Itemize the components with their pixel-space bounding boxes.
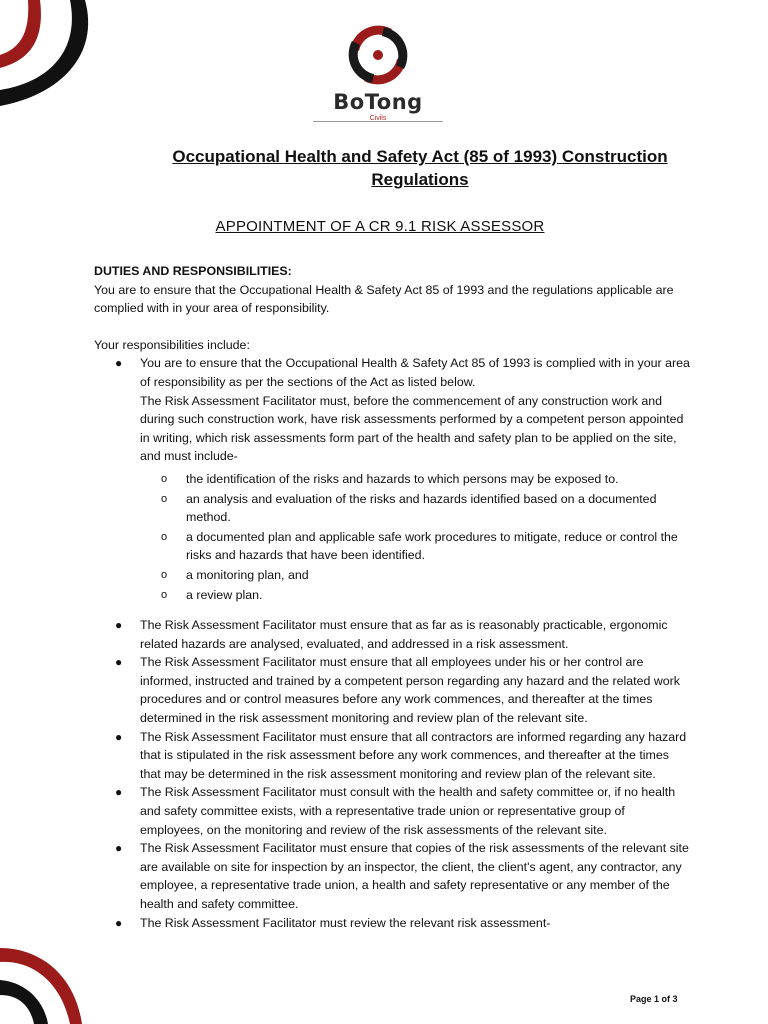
bullet-icon: ● (115, 729, 123, 744)
circle-bullet-icon: o (161, 472, 168, 485)
logo-swirl-icon (313, 22, 443, 92)
list-item-text: The Risk Assessment Facilitator must, before the commencement of any construction work and during such construction work, have risk assessments performed by a competent person appointed in writing, which risk assessments form part of the health and safety plan to be applied on the site, and must include- (140, 393, 684, 464)
list-item: ● The Risk Assessment Facilitator must ensure that all employees under his or her control are informed, instructed and trained by a competent person regarding any hazard and the related work procedures and or control measures before any work commences, and thereafter at the times determined in the risk assessment monitoring and review plan of the relevant site. (115, 655, 681, 726)
list-item: ● The Risk Assessment Facilitator must ensure that all contractors are informed regarding any hazard that is stipulated in the risk assessment before any work commences, and thereafter at the times that may be determined in the risk assessment monitoring and review plan of the relevant site. (115, 729, 687, 781)
bullet-icon: ● (115, 618, 123, 633)
bullet-icon: ● (115, 915, 123, 930)
list-item: ● The Risk Assessment Facilitator must consult with the health and safety committee or, if no health and safety committee exists, with a representative trade union or representative group of employees, on the monitoring and review of the risk assessments of the relevant site. (115, 785, 676, 837)
company-logo (313, 22, 443, 126)
page-subtitle: APPOINTMENT OF A CR 9.1 RISK ASSESSOR (215, 218, 545, 235)
logo-wordmark: BoTong (333, 90, 423, 114)
list-item: ● The Risk Assessment Facilitator must review the relevant risk assessment- (94, 914, 690, 933)
circle-bullet-icon: o (161, 492, 168, 505)
bullet-icon: ● (115, 356, 123, 371)
page-number: Page 1 of 3 (630, 994, 678, 1004)
corner-decoration-bottom (0, 940, 90, 1024)
list-item: ● The Risk Assessment Facilitator must ensure that as far as is reasonably practicable, ergonomic related hazards are analysed, evaluated, and addressed in a risk assessment. (115, 618, 668, 651)
bullet-icon: ● (115, 841, 123, 856)
logo-subtext: Civils (369, 115, 387, 122)
sub-list (140, 470, 690, 604)
sub-list-item: o an analysis and evaluation of the risks and hazards identified based on a documented method. (161, 491, 657, 525)
circle-bullet-icon: o (161, 530, 168, 543)
duties-heading: DUTIES AND RESPONSIBILITIES: (94, 264, 292, 278)
document-body (94, 262, 690, 932)
sub-list-item: o the identification of the risks and hazards to which persons may be exposed to. (140, 470, 690, 489)
duties-intro: You are to ensure that the Occupational Health & Safety Act 85 of 1993 and the regulations applicable are complied with in your area of responsibility. (94, 282, 674, 316)
list-item: ● The Risk Assessment Facilitator must ensure that copies of the risk assessments of the relevant site are available on site for inspection by an inspector, the client, the client's agent, any contractor, any employee, a representative trade union, a health and safety representative or any member of the health and safety committee. (115, 841, 689, 911)
bullet-icon: ● (115, 785, 123, 800)
circle-bullet-icon: o (161, 588, 168, 601)
sub-list-item: o a review plan. (140, 586, 690, 605)
sub-list-item: o a documented plan and applicable safe work procedures to mitigate, reduce or control the risks and hazards that have been identified. (161, 529, 678, 563)
responsibilities-label: Your responsibilities include: (94, 337, 250, 352)
corner-decoration-top (0, 0, 110, 110)
circle-bullet-icon: o (161, 568, 168, 581)
page-title: Occupational Health and Safety Act (85 of 1993) Construction Regulations (172, 147, 668, 189)
sub-list-item: o a monitoring plan, and (140, 566, 690, 585)
list-item-text: You are to ensure that the Occupational Health & Safety Act 85 of 1993 is complied with in your area of responsibility as per the sections of the Act as listed below. (140, 356, 690, 389)
list-item (94, 354, 690, 604)
bullet-icon: ● (115, 655, 123, 670)
responsibilities-list (94, 354, 690, 932)
